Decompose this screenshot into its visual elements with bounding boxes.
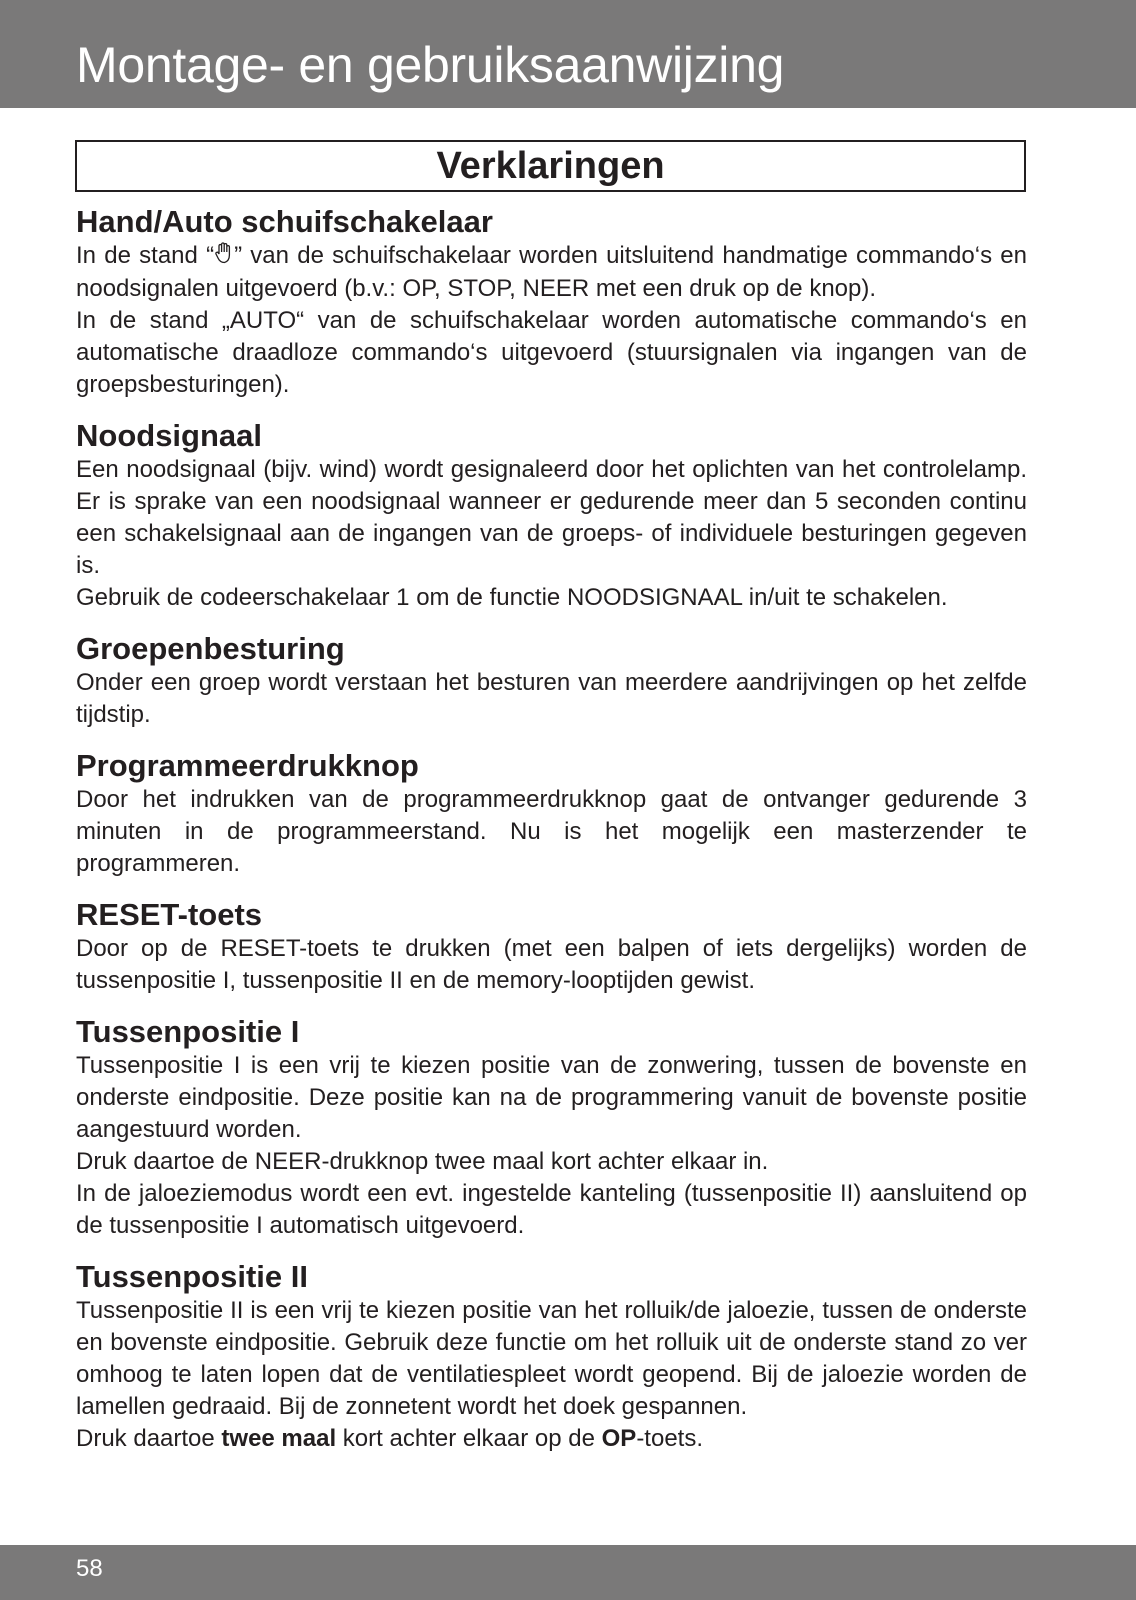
text-run: kort achter elkaar op de <box>336 1425 602 1452</box>
footer-bar <box>0 1545 1136 1600</box>
entry-paragraph: In de jaloeziemodus wordt een evt. ingestelde kanteling (tussenpositie II) aansluitend op de tussenpositie I automatisch uitgevoerd. <box>76 1180 1027 1239</box>
text-run: In de stand “ <box>76 242 215 269</box>
entry-paragraph: Gebruik de codeerschakelaar 1 om de functie NOODSIGNAAL in/uit te schakelen. <box>76 584 948 611</box>
entry-paragraph: Door het indrukken van de programmeerdrukknop gaat de ontvanger gedurende 3 minuten in de programmeerstand. Nu is het mogelijk een masterzender te programmeren. <box>76 786 1027 877</box>
entry-heading: Noodsignaal <box>76 418 263 453</box>
page-title: Montage- en gebruiksaanwijzing <box>76 37 785 93</box>
page-number: 58 <box>76 1555 103 1582</box>
entry-paragraph: Tussenpositie II is een vrij te kiezen positie van het rolluik/de jaloezie, tussen de onderste en bovenste eindpositie. Gebruik deze functie om het rolluik uit de onderste stand zo ver omhoog te laten lopen dat de ventilatiespleet wordt geopend. Bij de jaloezie worden de lamellen gedraaid. Bij de zonnetent wordt het doek gespannen. <box>76 1297 1027 1420</box>
content-area <box>76 204 1027 1472</box>
entry-groepenbesturing <box>76 631 1027 731</box>
entry-programmeerdrukknop <box>76 748 1027 880</box>
section-title-box <box>75 140 1026 192</box>
bold-text: OP <box>601 1425 637 1452</box>
entry-paragraph <box>76 240 1027 305</box>
entry-paragraph <box>76 1423 1027 1455</box>
entry-paragraph: In de stand „AUTO“ van de schuifschakelaar worden automatische commando‘s en automatische draadloze commando‘s uitgevoerd (stuursignalen via ingangen van de groepsbesturingen). <box>76 307 1027 398</box>
entry-heading: RESET-toets <box>76 897 263 932</box>
text-run: ” van de schuifschakelaar worden uitsluitend handmatige commando‘s en noodsignalen uitgevoerd (b.v.: OP, STOP, NEER met een druk op de knop). <box>76 242 1027 302</box>
entry-paragraph: Onder een groep wordt verstaan het besturen van meerdere aandrijvingen op het zelfde tijdstip. <box>76 669 1027 728</box>
entry-heading: Programmeerdrukknop <box>76 748 419 783</box>
text-run: -toets. <box>636 1425 704 1452</box>
bold-text: twee maal <box>221 1425 337 1452</box>
hand-icon <box>214 241 234 273</box>
entry-heading: Tussenpositie I <box>76 1014 300 1049</box>
entry-reset-toets <box>76 897 1027 997</box>
entry-hand-auto-schuifschakelaar <box>76 204 1027 401</box>
entry-noodsignaal <box>76 418 1027 614</box>
section-title: Verklaringen <box>436 144 665 187</box>
entry-paragraph: Een noodsignaal (bijv. wind) wordt gesignaleerd door het oplichten van het controlelamp. Er is sprake van een noodsignaal wanneer er gedurende meer dan 5 seconden continu een schakelsignaal aan de ingangen van de groeps- of individuele besturingen gegeven is. <box>76 456 1027 579</box>
entry-heading: Hand/Auto schuifschakelaar <box>76 204 493 239</box>
entry-heading: Tussenpositie II <box>76 1259 308 1294</box>
entry-paragraph: Door op de RESET-toets te drukken (met een balpen of iets dergelijks) worden de tussenpositie I, tussenpositie II en de memory-looptijden gewist. <box>76 935 1027 994</box>
entry-paragraph: Druk daartoe de NEER-drukknop twee maal kort achter elkaar in. <box>76 1148 769 1175</box>
entry-tussenpositie-i <box>76 1014 1027 1242</box>
header-bar <box>0 0 1136 108</box>
entry-paragraph: Tussenpositie I is een vrij te kiezen positie van de zonwering, tussen de bovenste en onderste eindpositie. Deze positie kan na de programmering vanuit de bovenste positie aangestuurd worden. <box>76 1052 1027 1143</box>
text-run: Druk daartoe <box>76 1425 222 1452</box>
entry-tussenpositie-ii <box>76 1259 1027 1455</box>
entry-heading: Groepenbesturing <box>76 631 345 666</box>
